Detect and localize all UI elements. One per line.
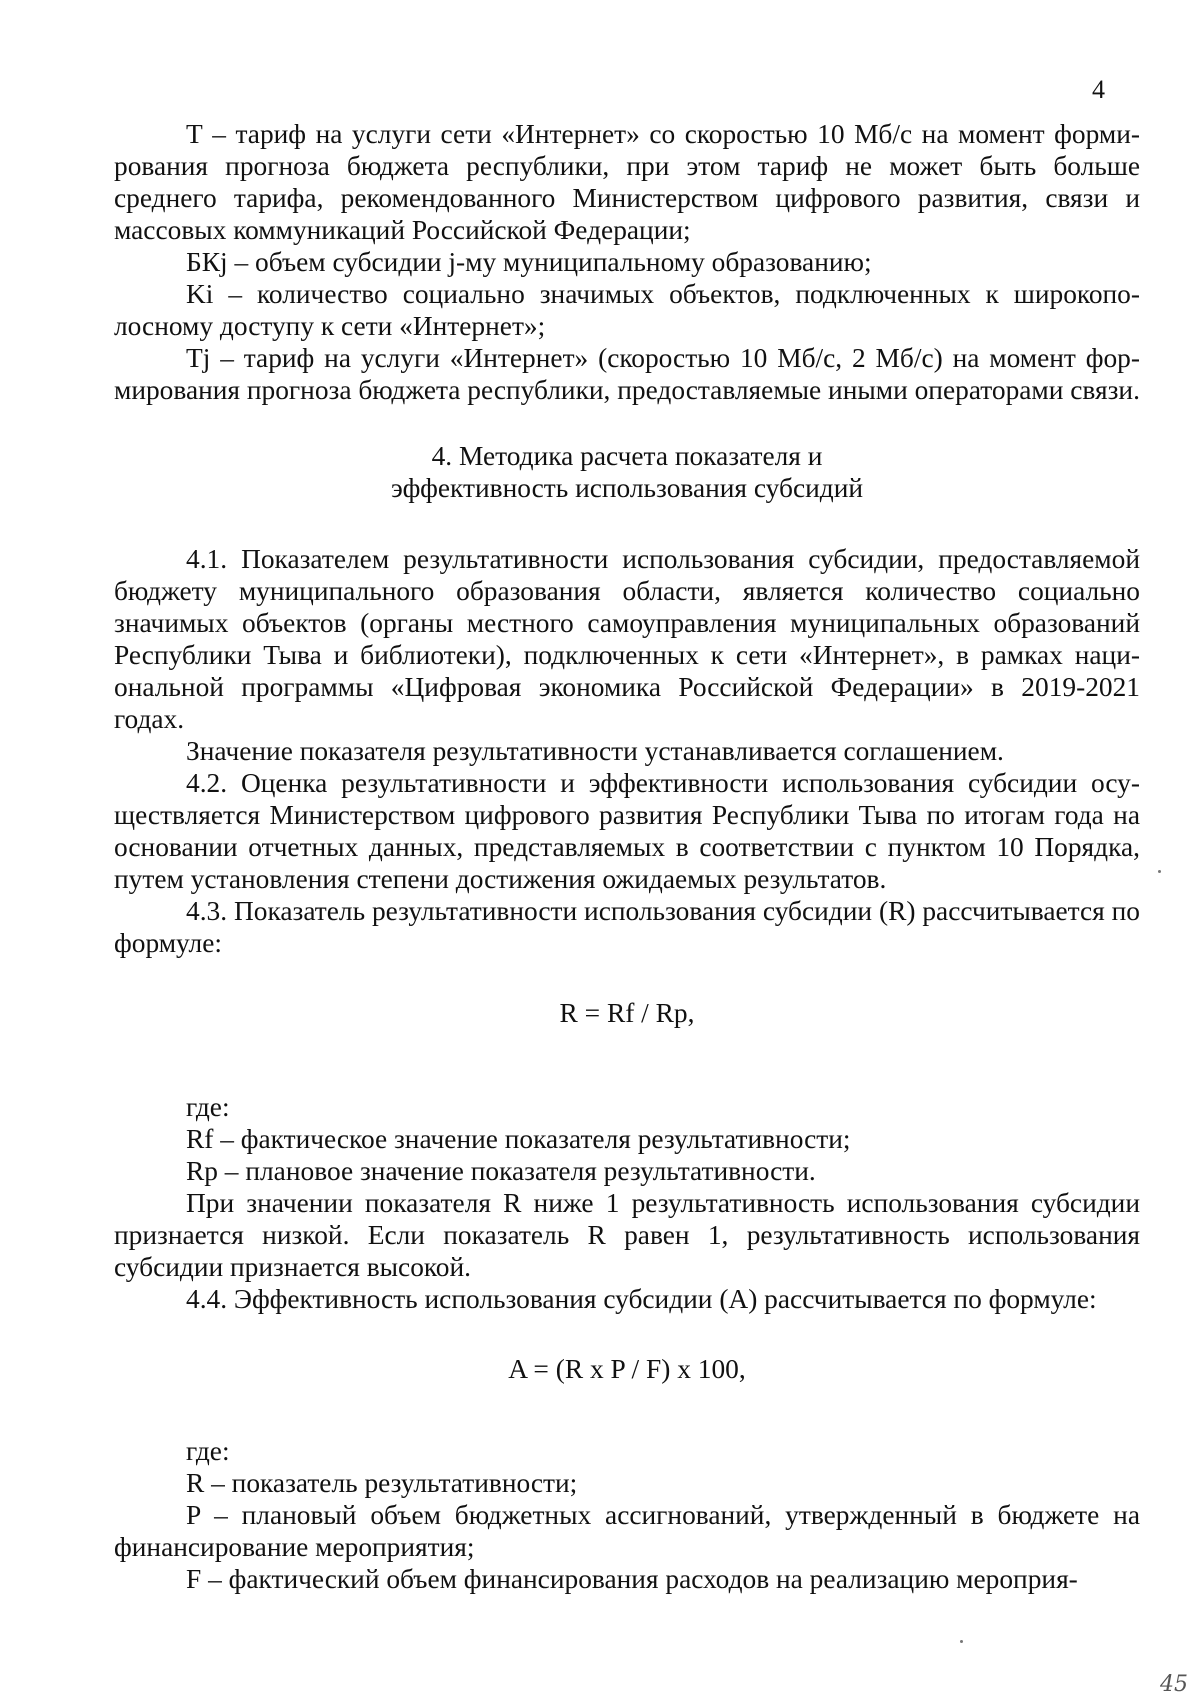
paragraph-4-1: 4.1. Показателем результативности использования субсидии, предоставляемой бюджету муниципального образования области, является количество социально значимых объектов (органы местного самоуправления муниципальных образований Республики Тыва и библиотеки), подключенных к сети «Интернет», в рамках национальной программы «Цифровая экономика Российской Федерации» в 2019-2021 годах. xyxy=(114,544,1140,734)
paragraph-f: F – фактический объем финансирования расходов на реализацию мероприя- xyxy=(186,1564,1078,1594)
paragraph-4-4: 4.4. Эффективность использования субсидии (A) рассчитывается по формуле: xyxy=(186,1284,1097,1314)
section-heading-line1: 4. Методика расчета показателя и xyxy=(431,441,823,471)
paragraph-ki: Ki – количество социально значимых объектов, подключенных к широкополосному доступу к сети «Интернет»; xyxy=(114,279,1140,341)
paragraph-bkj: БКj – объем субсидии j-му муниципальному образованию; xyxy=(186,247,872,277)
formula-a: A = (R x P / F) x 100, xyxy=(508,1354,746,1384)
section-heading-line2: эффективность использования субсидий xyxy=(390,473,864,503)
paragraph-indicator-value: Значение показателя результативности устанавливается соглашением. xyxy=(186,736,1004,766)
paragraph-4-3: 4.3. Показатель результативности использования субсидии (R) рассчитывается по формуле: xyxy=(114,896,1140,958)
paragraph-r: R – показатель результативности; xyxy=(186,1468,578,1498)
formula-r: R = Rf / Rp, xyxy=(559,998,695,1028)
page-number: 4 xyxy=(1092,75,1105,104)
section-heading xyxy=(114,440,1140,504)
paragraph-tj: Tj – тариф на услуги «Интернет» (скоростью 10 Мб/с, 2 Мб/с) на момент формирования прогноза бюджета республики, предоставляемые иными операторами связи. xyxy=(114,343,1140,405)
paragraph-p: P – плановый объем бюджетных ассигнований, утвержденный в бюджете на финансирование мероприятия; xyxy=(114,1500,1140,1562)
where-label-1: где: xyxy=(186,1092,230,1122)
paragraph-r-evaluation: При значении показателя R ниже 1 результативность использования субсидии признается низкой. Если показатель R равен 1, результативность использования субсидии признается высокой. xyxy=(114,1188,1140,1282)
document-body xyxy=(114,118,1140,1595)
paragraph-rp: Rp – плановое значение показателя результативности. xyxy=(186,1156,816,1186)
handwritten-page-mark: 45 xyxy=(1160,1672,1188,1697)
where-label-2: где: xyxy=(186,1436,230,1466)
paragraph-tariff-t: Т – тариф на услуги сети «Интернет» со скоростью 10 Мб/с на момент формирования прогноза бюджета республики, при этом тариф не может быть больше среднего тарифа, рекомендованного Министерством цифрового развития, связи и массовых коммуникаций Российской Федерации; xyxy=(114,119,1140,245)
scan-speck xyxy=(1158,870,1161,873)
scan-speck xyxy=(960,1640,963,1643)
paragraph-rf: Rf – фактическое значение показателя результативности; xyxy=(186,1124,851,1154)
paragraph-4-2: 4.2. Оценка результативности и эффективности использования субсидии осуществляется Министерством цифрового развития Республики Тыва по итогам года на основании отчетных данных, представляемых в соответствии с пунктом 10 Порядка, путем установления степени достижения ожидаемых результатов. xyxy=(114,768,1140,894)
